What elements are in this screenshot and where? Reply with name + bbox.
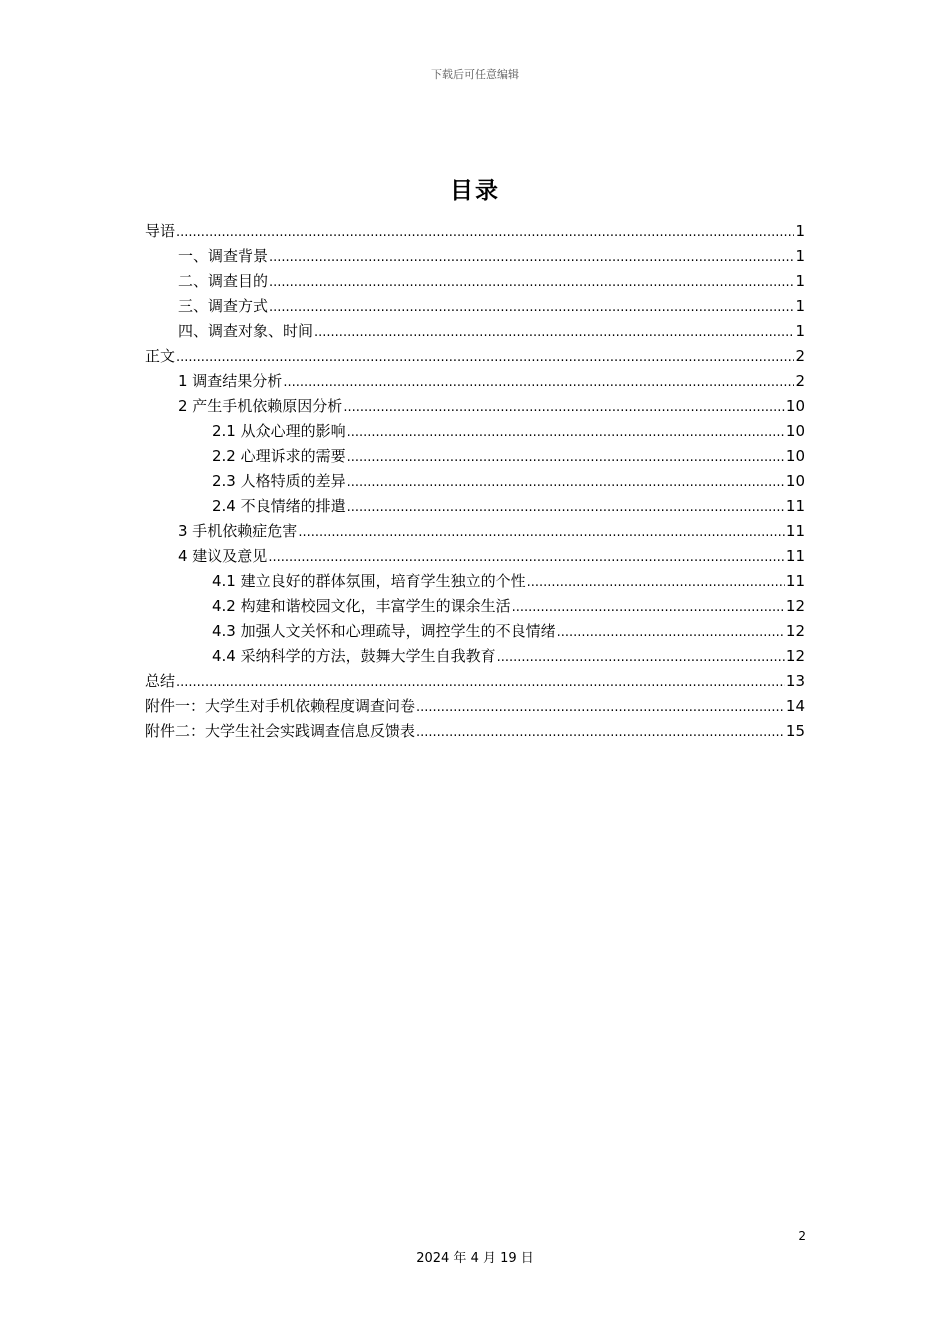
dot-leader (314, 320, 794, 345)
toc-entry-page: 1 (795, 322, 805, 340)
dot-leader (269, 270, 794, 295)
dot-leader (347, 470, 785, 495)
toc-entry-subjects-time[interactable] (145, 319, 805, 344)
dot-leader (298, 520, 785, 545)
toc-entry-section-2[interactable] (145, 394, 805, 419)
toc-entry-text: 四、调查对象、时间 (178, 322, 314, 340)
toc-entry-text: 三、调查方式 (178, 297, 269, 315)
toc-entry-page: 12 (785, 622, 805, 640)
toc-entry-section-3[interactable] (145, 519, 805, 544)
toc-entry-text: 4.1 建立良好的群体氛围，培育学生独立的个性 (212, 572, 526, 590)
dot-leader (347, 420, 785, 445)
toc-entry-text: 附件一：大学生对手机依赖程度调查问卷 (145, 697, 416, 715)
toc-entry-text: 附件二：大学生社会实践调查信息反馈表 (145, 722, 416, 740)
toc-entry-text: 3 手机依赖症危害 (178, 522, 298, 540)
toc-entry-page: 11 (785, 572, 805, 590)
dot-leader (176, 670, 785, 695)
footer-date: 2024 年 4 月 19 日 (416, 1251, 534, 1266)
toc-entry-page: 12 (785, 647, 805, 665)
toc-entry-method[interactable] (145, 294, 805, 319)
toc-entry-text: 4.4 采纳科学的方法，鼓舞大学生自我教育 (212, 647, 496, 665)
toc-entry-main-text[interactable] (145, 344, 805, 369)
toc-entry-page: 1 (795, 247, 805, 265)
header-note: 下载后可任意编辑 (431, 68, 519, 81)
dot-leader (512, 595, 785, 620)
toc-entry-page: 10 (785, 422, 805, 440)
toc-entry-background[interactable] (145, 244, 805, 269)
toc-entry-text: 2.4 不良情绪的排遣 (212, 497, 346, 515)
page-number: 2 (798, 1229, 806, 1243)
dot-leader (347, 495, 785, 520)
toc-entry-page: 10 (785, 397, 805, 415)
toc-entry-page: 11 (785, 497, 805, 515)
toc-title: 目录 (450, 178, 500, 204)
toc-entry-text: 4.2 构建和谐校园文化，丰富学生的课余生活 (212, 597, 511, 615)
dot-leader (283, 370, 794, 395)
toc-entry-text: 2 产生手机依赖原因分析 (178, 397, 343, 415)
toc-entry-appendix-1[interactable] (145, 694, 805, 719)
toc-entry-page: 11 (785, 522, 805, 540)
toc-entry-preface[interactable] (145, 219, 805, 244)
toc-entry-section-4-3[interactable] (145, 619, 805, 644)
dot-leader (416, 695, 785, 720)
toc-entry-page: 1 (795, 272, 805, 290)
toc-entry-section-1[interactable] (145, 369, 805, 394)
toc-entry-page: 14 (785, 697, 805, 715)
toc-entry-text: 二、调查目的 (178, 272, 269, 290)
toc-entry-page: 15 (785, 722, 805, 740)
toc-entry-page: 2 (795, 372, 805, 390)
toc-entry-page: 13 (785, 672, 805, 690)
dot-leader (347, 445, 785, 470)
dot-leader (527, 570, 785, 595)
toc-entry-text: 2.3 人格特质的差异 (212, 472, 346, 490)
toc-entry-text: 2.2 心理诉求的需要 (212, 447, 346, 465)
toc-entry-text: 一、调查背景 (178, 247, 269, 265)
toc-entry-purpose[interactable] (145, 269, 805, 294)
toc-entry-text: 导语 (145, 222, 176, 240)
table-of-contents (145, 219, 805, 744)
dot-leader (269, 295, 794, 320)
toc-entry-text: 1 调查结果分析 (178, 372, 283, 390)
toc-entry-section-4-4[interactable] (145, 644, 805, 669)
toc-entry-appendix-2[interactable] (145, 719, 805, 744)
dot-leader (176, 220, 794, 245)
toc-entry-page: 1 (795, 222, 805, 240)
toc-entry-text: 总结 (145, 672, 176, 690)
dot-leader (416, 720, 785, 745)
toc-entry-page: 10 (785, 447, 805, 465)
toc-entry-text: 2.1 从众心理的影响 (212, 422, 346, 440)
toc-entry-section-2-3[interactable] (145, 469, 805, 494)
toc-entry-section-2-4[interactable] (145, 494, 805, 519)
dot-leader (176, 345, 794, 370)
toc-entry-page: 2 (795, 347, 805, 365)
dot-leader (269, 245, 794, 270)
toc-entry-section-2-1[interactable] (145, 419, 805, 444)
dot-leader (343, 395, 785, 420)
toc-entry-page: 11 (785, 547, 805, 565)
dot-leader (268, 545, 785, 570)
toc-entry-section-4-1[interactable] (145, 569, 805, 594)
toc-entry-section-2-2[interactable] (145, 444, 805, 469)
toc-entry-page: 12 (785, 597, 805, 615)
toc-entry-summary[interactable] (145, 669, 805, 694)
dot-leader (557, 620, 785, 645)
toc-entry-page: 1 (795, 297, 805, 315)
toc-entry-text: 4.3 加强人文关怀和心理疏导，调控学生的不良情绪 (212, 622, 556, 640)
toc-entry-page: 10 (785, 472, 805, 490)
toc-entry-section-4-2[interactable] (145, 594, 805, 619)
toc-entry-text: 4 建议及意见 (178, 547, 268, 565)
toc-entry-text: 正文 (145, 347, 176, 365)
dot-leader (497, 645, 785, 670)
toc-entry-section-4[interactable] (145, 544, 805, 569)
